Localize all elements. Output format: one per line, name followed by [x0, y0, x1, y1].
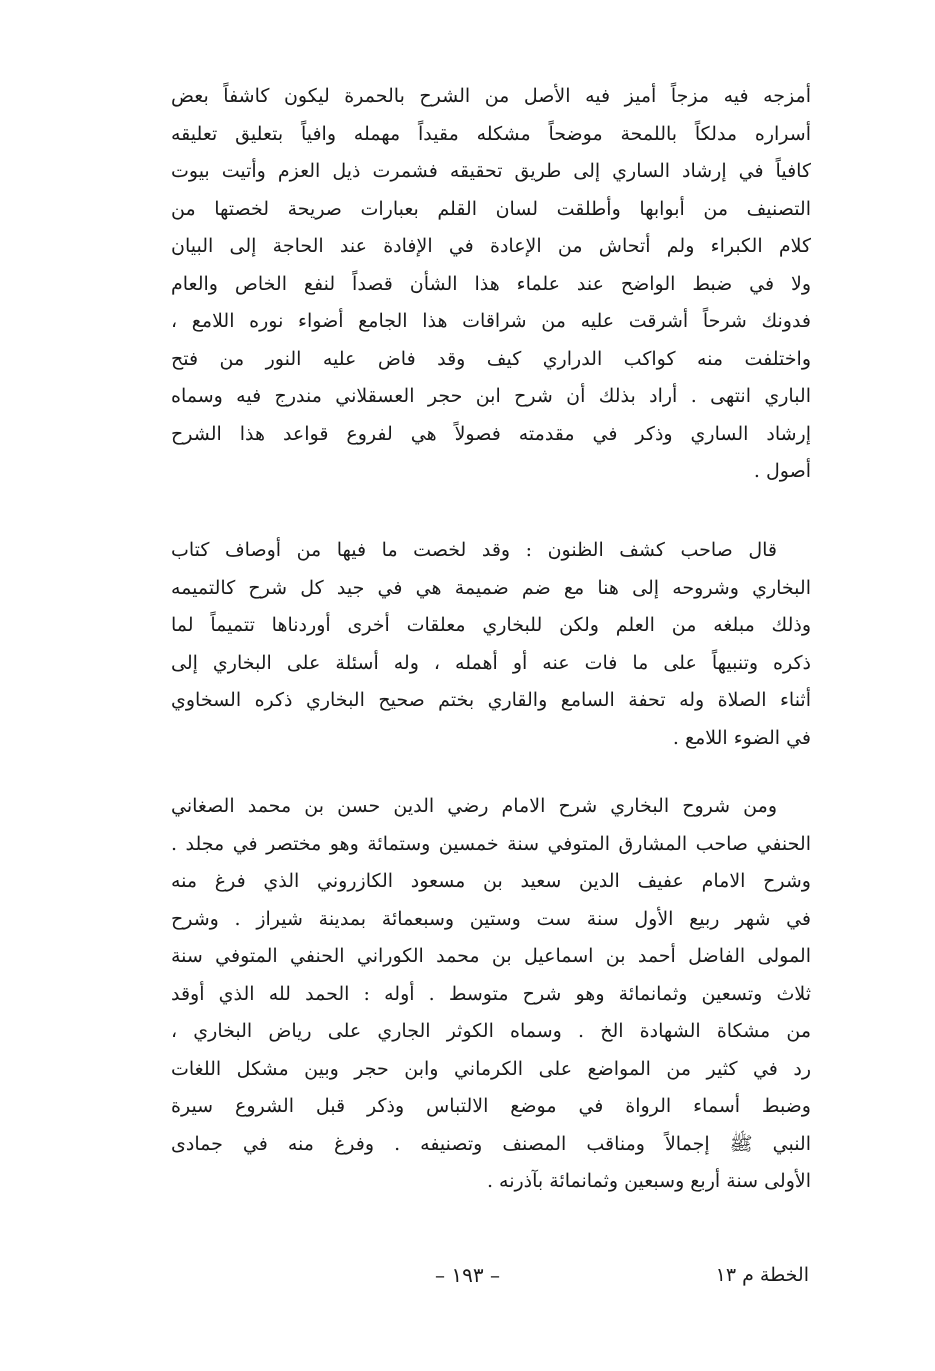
text-line: في الضوء اللامع . [672, 726, 811, 749]
text-line: كلام الكبراء ولم أتحاش من الإعادة في الإفادة عند الحاجة إلى البيان [171, 235, 811, 257]
text-line: في شهر ربيع الأول سنة ست وستين وسبعمائة بمدينة شيراز . وشرح [171, 907, 811, 930]
text-line: إرشاد الساري وذكر في مقدمته فصولاً هي لفروع قواعد هذا الشرح [171, 422, 811, 445]
text-line: الباري انتهى . أراد بذلك أن شرح ابن حجر العسقلاني مندرج فيه وسماه [171, 385, 811, 407]
text-line: أصول . [753, 460, 811, 482]
text-line: كافياً في إرشاد الساري إلى طريق تحقيقه فشمرت ذيل العزم وأتيت بيوت [171, 160, 811, 182]
text-line: النبي ﷺ إجمالاً ومناقب المصنف وتصنيفه . وفرغ منه في جمادى [171, 1132, 811, 1155]
page-footer [0, 1255, 935, 1295]
folio-signature: الخطة م ١٣ [715, 1264, 809, 1286]
text-line: من مشكاة الشهادة الخ . وسماه الكوثر الجاري على رياض البخاري ، [171, 1020, 811, 1042]
paragraph-1 [171, 78, 811, 491]
text-line: وذلك مبلغه من العلم ولكن للبخاري معلقات أخرى أوردناها تتميماً لما [171, 614, 811, 636]
text-line: واختلفت منه كواكب الدراري كيف وقد فاض عليه النور من فتح [171, 347, 811, 370]
text-line: التصنيف من أبوابها وأطلقت لسان القلم بعبارات صريحة لخصتها من [171, 197, 811, 220]
paragraph-3 [171, 788, 811, 1201]
text-line: وضبط أسماء الرواة في موضع الالتباس وذكر قبل الشروع سيرة [171, 1095, 811, 1117]
text-line: ولا في ضبط الواضح عند علماء هذا الشأن قصداً لنفع الخاص والعام [171, 272, 811, 295]
text-line: أسراره مدلكاً باللمحة موضحاً مشكله مقيداً مهمله وافياً بتعليق تعليقه [171, 122, 811, 145]
page-number: – ١٩٣ – [435, 1263, 500, 1287]
text-line: وشرح الامام عفيف الدين سعيد بن مسعود الكازروني الذي فرغ منه [171, 870, 811, 892]
text-line: الأولى سنة أربع وسبعين وثمانمائة بآذرنه . [486, 1170, 811, 1192]
text-line: أثناء الصلاة وله تحفة السامع والقاري بختم صحيح البخاري ذكره السخاوي [171, 689, 811, 711]
text-line: ثلاث وتسعين وثمانمائة وهو شرح متوسط . أوله : الحمد لله الذي أوقد [171, 982, 811, 1005]
text-line: الحنفي صاحب المشارق المتوفي سنة خمسين وستمائة وهو مختصر في مجلد . [171, 832, 811, 855]
text-line: فدونك شرحاً أشرقت عليه من شراقات هذا الجامع أضواء نوره اللامع ، [171, 310, 811, 332]
text-line: المولى الفاضل أحمد بن اسماعيل بن محمد الكوراني الحنفي المتوفي سنة [171, 945, 811, 967]
text-line: أمزجه فيه مزجاً أميز فيه الأصل من الشرح بالحمرة ليكون كاشفاً بعض [171, 85, 811, 107]
text-line: رد في كثير من المواضع على الكرماني وابن حجر وبين مشكل اللغات [171, 1057, 811, 1080]
text-line: ومن شروح البخاري شرح الامام رضي الدين حسن بن محمد الصغاني [171, 795, 777, 817]
text-line: البخاري وشروحه إلى هنا مع ضم ضميمة هي في جيد كل شرح كالتميمه [171, 576, 811, 599]
paragraph-2 [171, 532, 811, 757]
text-line: قال صاحب كشف الظنون : وقد لخصت ما فيها من أوصاف كتاب [171, 539, 777, 561]
text-line: ذكره وتنبيهاً على ما فات عنه أو أهمله ، وله أسئلة على البخاري إلى [171, 651, 811, 674]
